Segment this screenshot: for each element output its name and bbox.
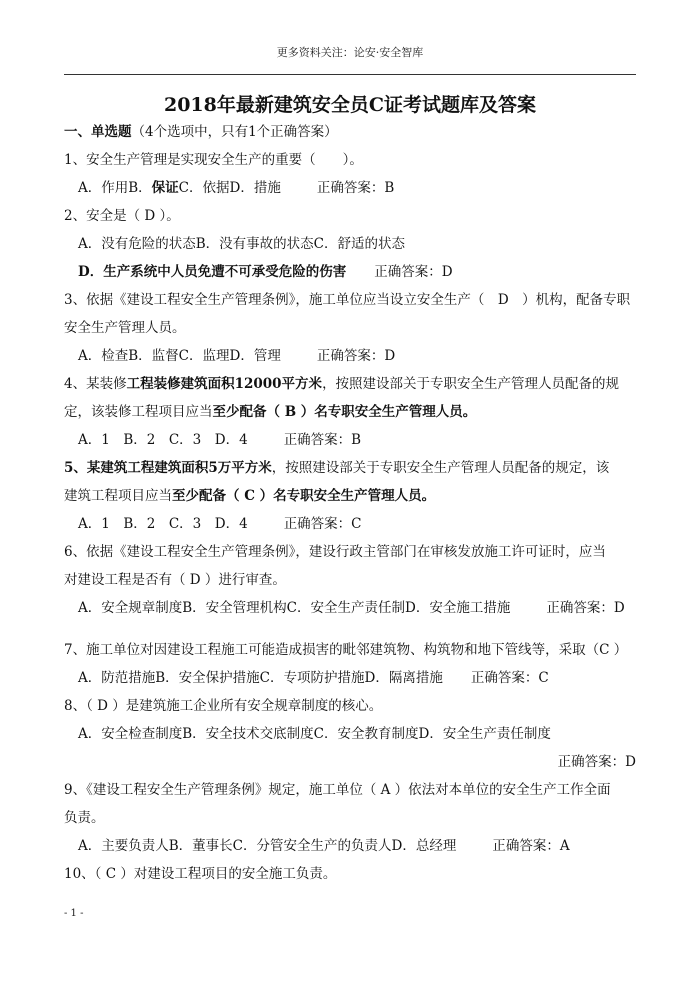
question-list bbox=[64, 118, 636, 888]
question-4-options bbox=[64, 426, 636, 454]
option-text-bold: 保证 bbox=[151, 180, 179, 196]
answer-label: 正确答案：D bbox=[374, 264, 453, 280]
question-5-options bbox=[64, 510, 636, 538]
answer-label: 正确答案：D bbox=[546, 600, 625, 616]
question-8: 8、（ D ）是建筑施工企业所有安全规章制度的核心。 bbox=[64, 698, 383, 714]
question-9-line-2: 负责。 bbox=[64, 810, 105, 826]
question-text-bold: 至少配备（ B ）名专职安全生产管理人员。 bbox=[212, 404, 477, 420]
option-text: A．防范措施B．安全保护措施C．专项防护措施D．隔离措施 bbox=[78, 670, 443, 686]
question-2-options: A．没有危险的状态B．没有事故的状态C．舒适的状态 bbox=[78, 236, 405, 252]
answer-label: 正确答案：C bbox=[470, 670, 549, 686]
page-header: 更多资料关注：论安·安全智库 bbox=[276, 46, 424, 59]
question-6-line-2: 对建设工程是否有（ D ）进行审查。 bbox=[64, 572, 286, 588]
question-text-bold: 5、某建筑工程建筑面积5万平方米 bbox=[64, 460, 272, 476]
question-5-line-2 bbox=[64, 482, 636, 510]
option-text: C．依据D．措施 bbox=[178, 180, 281, 196]
option-text: A．1 B．2 C．3 D．4 bbox=[78, 516, 248, 532]
page-number: - 1 - bbox=[64, 908, 84, 919]
answer-label: 正确答案：C bbox=[283, 516, 362, 532]
question-text: 4、某装修 bbox=[64, 376, 127, 392]
question-10: 10、（ C ）对建设工程项目的安全施工负责。 bbox=[64, 866, 337, 882]
header-divider bbox=[64, 74, 636, 75]
question-1: 1、安全生产管理是实现安全生产的重要（ ）。 bbox=[64, 152, 363, 168]
option-text: A．主要负责人B．董事长C．分管安全生产的负责人D．总经理 bbox=[78, 838, 457, 854]
question-8-answer: 正确答案：D bbox=[557, 754, 636, 770]
question-4-line-2 bbox=[64, 398, 636, 426]
answer-label: 正确答案：B bbox=[316, 180, 395, 196]
question-3-line-2: 安全生产管理人员。 bbox=[64, 320, 186, 336]
document-title: 2018年最新建筑安全员C证考试题库及答案 bbox=[163, 94, 536, 116]
option-text: A．检查B．监督C．监理D．管理 bbox=[78, 348, 281, 364]
question-text-bold: 工程装修建筑面积12000平方米 bbox=[126, 376, 323, 392]
answer-label: 正确答案：A bbox=[492, 838, 570, 854]
question-text: 定，该装修工程项目应当 bbox=[64, 404, 213, 420]
section-label: 一、单选题 bbox=[64, 124, 132, 140]
question-9-options bbox=[64, 832, 636, 860]
answer-label: 正确答案：D bbox=[316, 348, 396, 364]
question-3-options bbox=[64, 342, 636, 370]
question-4-line-1 bbox=[64, 370, 636, 398]
option-text: A．安全规章制度B．安全管理机构C．安全生产责任制D．安全施工措施 bbox=[78, 600, 511, 616]
section-heading bbox=[64, 118, 636, 146]
question-1-options bbox=[64, 174, 636, 202]
spacer bbox=[64, 622, 636, 636]
option-text: A．1 B．2 C．3 D．4 bbox=[78, 432, 248, 448]
question-6-options bbox=[64, 594, 636, 622]
question-9-line-1: 9、《建设工程安全生产管理条例》规定，施工单位（ A ）依法对本单位的安全生产工作全面 bbox=[64, 782, 611, 798]
question-text: ，按照建设部关于专职安全生产管理人员配备的规 bbox=[322, 376, 620, 392]
question-2: 2、安全是（ D ）。 bbox=[64, 208, 180, 224]
option-text-bold: D．生产系统中人员免遭不可承受危险的伤害 bbox=[78, 264, 347, 280]
question-6-line-1: 6、依据《建设工程安全生产管理条例》，建设行政主管部门在审核发放施工许可证时，应当 bbox=[64, 544, 606, 560]
question-2-option-d bbox=[64, 258, 636, 286]
question-7: 7、施工单位对因建设工程施工可能造成损害的毗邻建筑物、构筑物和地下管线等，采取（C ） bbox=[64, 642, 628, 658]
question-7-options bbox=[64, 664, 636, 692]
question-8-options: A．安全检查制度B．安全技术交底制度C．安全教育制度D．安全生产责任制度 bbox=[78, 726, 551, 742]
answer-label: 正确答案：B bbox=[283, 432, 362, 448]
question-text: 建筑工程项目应当 bbox=[64, 488, 172, 504]
question-text: ，按照建设部关于专职安全生产管理人员配备的规定，该 bbox=[271, 460, 610, 476]
question-3-line-1: 3、依据《建设工程安全生产管理条例》，施工单位应当设立安全生产（ D ）机构，配备专职 bbox=[64, 292, 631, 308]
question-5-line-1 bbox=[64, 454, 636, 482]
question-text-bold: 至少配备（ C ）名专职安全生产管理人员。 bbox=[172, 488, 436, 504]
option-text: A．作用B． bbox=[78, 180, 152, 196]
section-note: （4个选项中，只有1个正确答案） bbox=[131, 124, 338, 140]
